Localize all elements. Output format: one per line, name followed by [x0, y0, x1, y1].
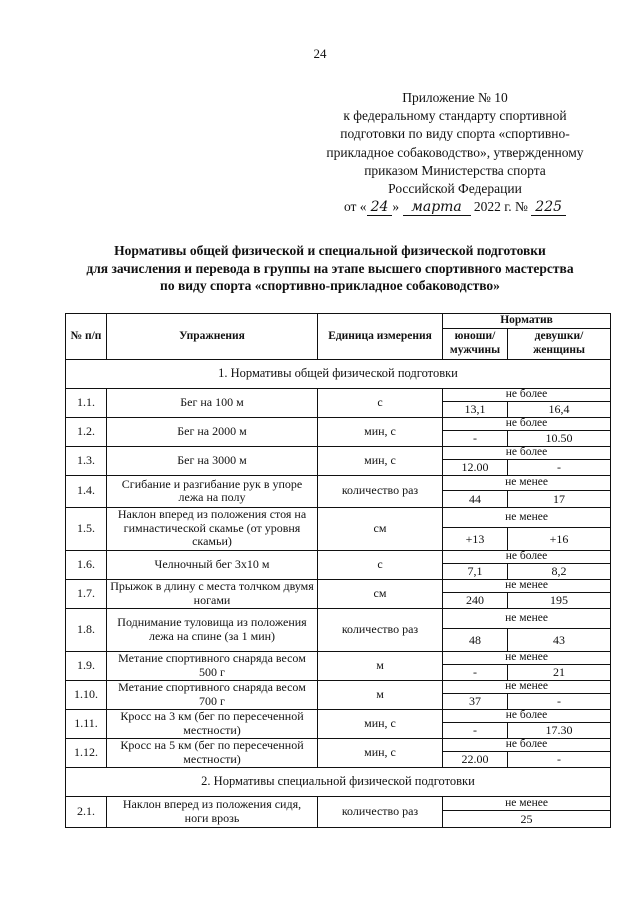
row-value-boys: 240 — [443, 593, 508, 608]
row-value-boys: 44 — [443, 490, 508, 507]
row-value-girls: - — [508, 460, 611, 475]
row-value-boys: - — [443, 723, 508, 738]
row-value-girls: 21 — [508, 665, 611, 680]
page-number: 24 — [313, 46, 327, 61]
row-value-girls: - — [508, 752, 611, 767]
row-exercise: Сгибание и разгибание рук в упоре лежа на полу — [107, 475, 318, 507]
row-value-boys: 12.00 — [443, 460, 508, 475]
row-value-boys: +13 — [443, 528, 508, 550]
row-num: 1.2. — [66, 417, 107, 446]
table-row — [66, 651, 611, 665]
norms-table — [65, 313, 611, 828]
table-row — [66, 608, 611, 629]
row-unit: мин, с — [318, 417, 443, 446]
row-value-girls: 10.50 — [508, 431, 611, 446]
table-row — [66, 446, 611, 460]
row-exercise: Кросс на 5 км (бег по пересеченной местности) — [107, 738, 318, 767]
row-unit: мин, с — [318, 446, 443, 475]
row-value-boys: 37 — [443, 694, 508, 709]
row-qualifier: не менее — [443, 507, 611, 528]
row-num: 1.7. — [66, 579, 107, 608]
row-qualifier: не менее — [443, 608, 611, 629]
appendix-line: прикладное собаководство», утвержденному — [326, 144, 584, 160]
row-unit: количество раз — [318, 796, 443, 827]
table-row — [66, 507, 611, 528]
section-title: 1. Нормативы общей физической подготовки — [66, 359, 611, 388]
norms-table-body — [66, 314, 611, 828]
row-value-boys: - — [443, 431, 508, 446]
section-row — [66, 359, 611, 388]
header-num: № п/п — [66, 314, 107, 360]
appendix-line: приказом Министерства спорта — [364, 162, 546, 178]
row-num: 1.12. — [66, 738, 107, 767]
row-unit: количество раз — [318, 475, 443, 507]
row-value-girls: 17 — [508, 490, 611, 507]
row-unit: количество раз — [318, 608, 443, 651]
appendix-line: к федеральному стандарту спортивной — [343, 108, 567, 124]
title-line: Нормативы общей физической и специальной физической подготовки — [114, 243, 546, 258]
row-qualifier: не менее — [443, 579, 611, 593]
row-qualifier: не менее — [443, 475, 611, 490]
header-unit: Единица измерения — [318, 314, 443, 360]
date-prefix: от « — [343, 199, 367, 215]
row-value-boys: 13,1 — [443, 402, 508, 417]
row-qualifier: не более — [443, 709, 611, 723]
row-exercise: Прыжок в длину с места толчком двумя ногами — [107, 579, 318, 608]
table-row — [66, 475, 611, 490]
header-boys: юноши/ мужчины — [443, 328, 508, 359]
appendix-line: Российской Федерации — [388, 181, 522, 197]
row-num: 1.3. — [66, 446, 107, 475]
header-norm: Норматив — [443, 314, 611, 329]
header-exercise: Упражнения — [107, 314, 318, 360]
row-exercise: Бег на 3000 м — [107, 446, 318, 475]
row-unit: см — [318, 507, 443, 550]
row-unit: мин, с — [318, 709, 443, 738]
row-exercise: Метание спортивного снаряда весом 700 г — [107, 680, 318, 709]
row-unit: мин, с — [318, 738, 443, 767]
row-qualifier: не менее — [443, 796, 611, 811]
document-title — [40, 242, 620, 295]
row-value-boys: 22.00 — [443, 752, 508, 767]
row-num: 1.6. — [66, 550, 107, 579]
table-row — [66, 550, 611, 564]
table-row — [66, 417, 611, 431]
row-value-boys: 48 — [443, 629, 508, 651]
row-exercise: Челночный бег 3х10 м — [107, 550, 318, 579]
row-value-boys: 7,1 — [443, 564, 508, 579]
row-qualifier: не более — [443, 417, 611, 431]
row-num: 1.8. — [66, 608, 107, 651]
row-value-both: 25 — [443, 811, 611, 827]
appendix-header — [290, 89, 620, 216]
row-value-girls: - — [508, 694, 611, 709]
row-qualifier: не более — [443, 738, 611, 752]
handwritten-day: 24 — [367, 200, 393, 216]
row-unit: м — [318, 651, 443, 680]
date-sep: » — [392, 199, 400, 215]
row-qualifier: не более — [443, 388, 611, 402]
row-num: 1.5. — [66, 507, 107, 550]
row-num: 1.10. — [66, 680, 107, 709]
date-year: 2022 г. № — [473, 199, 528, 215]
section-row — [66, 767, 611, 796]
row-value-boys: - — [443, 665, 508, 680]
table-row — [66, 579, 611, 593]
appendix-line: Приложение № 10 — [402, 90, 508, 105]
row-num: 2.1. — [66, 796, 107, 827]
table-row — [66, 709, 611, 723]
row-num: 1.11. — [66, 709, 107, 738]
row-exercise: Кросс на 3 км (бег по пересеченной местности) — [107, 709, 318, 738]
table-row — [66, 680, 611, 694]
row-exercise: Бег на 2000 м — [107, 417, 318, 446]
title-line: для зачисления и перевода в группы на этапе высшего спортивного мастерства — [86, 260, 574, 276]
row-unit: см — [318, 579, 443, 608]
row-exercise: Бег на 100 м — [107, 388, 318, 417]
section-title: 2. Нормативы специальной физической подготовки — [66, 767, 611, 796]
row-exercise: Метание спортивного снаряда весом 500 г — [107, 651, 318, 680]
table-row — [66, 388, 611, 402]
row-num: 1.9. — [66, 651, 107, 680]
row-value-girls: 16,4 — [508, 402, 611, 417]
row-value-girls: +16 — [508, 528, 611, 550]
table-row — [66, 738, 611, 752]
row-unit: с — [318, 388, 443, 417]
row-exercise: Поднимание туловища из положения лежа на спине (за 1 мин) — [107, 608, 318, 651]
row-value-girls: 17.30 — [508, 723, 611, 738]
row-num: 1.1. — [66, 388, 107, 417]
header-row — [66, 314, 611, 329]
appendix-line: подготовки по виду спорта «спортивно- — [340, 126, 570, 142]
table-row — [66, 796, 611, 811]
row-qualifier: не более — [443, 550, 611, 564]
row-qualifier: не менее — [443, 651, 611, 665]
handwritten-month: марта — [403, 200, 471, 216]
header-girls: девушки/ женщины — [508, 328, 611, 359]
row-value-girls: 8,2 — [508, 564, 611, 579]
row-num: 1.4. — [66, 475, 107, 507]
row-qualifier: не менее — [443, 680, 611, 694]
row-value-girls: 43 — [508, 629, 611, 651]
row-unit: м — [318, 680, 443, 709]
handwritten-order-number: 225 — [531, 200, 566, 216]
row-qualifier: не более — [443, 446, 611, 460]
row-unit: с — [318, 550, 443, 579]
row-value-girls: 195 — [508, 593, 611, 608]
appendix-date-line — [290, 198, 620, 216]
row-exercise: Наклон вперед из положения сидя, ноги врозь — [107, 796, 318, 827]
title-line: по виду спорта «спортивно-прикладное собаководство» — [160, 278, 500, 293]
row-exercise: Наклон вперед из положения стоя на гимнастической скамье (от уровня скамьи) — [107, 507, 318, 550]
